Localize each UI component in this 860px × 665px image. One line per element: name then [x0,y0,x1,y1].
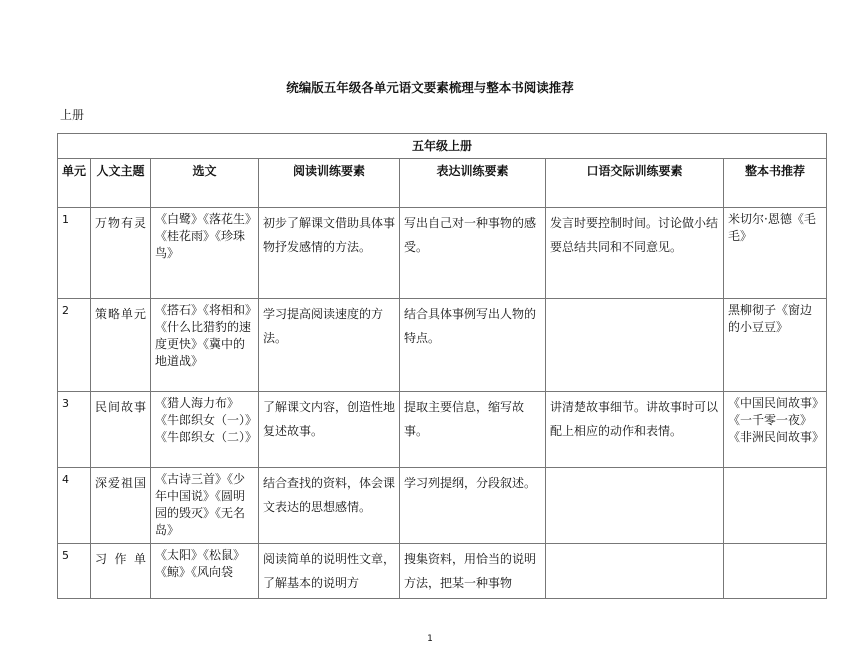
reading-cell: 初步了解课文借助具体事物抒发感情的方法。 [259,208,400,299]
oral-cell: 发言时要控制时间。讨论做小结要总结共同和不同意见。 [546,208,724,299]
texts-cell: 《白鹭》《落花生》《桂花雨》《珍珠鸟》 [151,208,259,299]
texts-cell: 《搭石》《将相和》《什么比猎豹的速度更快》《冀中的地道战》 [151,299,259,392]
expression-cell: 写出自己对一种事物的感受。 [400,208,546,299]
theme-cell: 万物有灵 [91,208,151,299]
texts-cell: 《太阳》《松鼠》《鲸》《风向袋 [151,544,259,599]
reading-cell: 结合查找的资料，体会课文表达的思想感情。 [259,468,400,544]
texts-cell: 《猎人海力布》《牛郎织女（一）》《牛郎织女（二）》 [151,392,259,468]
header-theme: 人文主题 [91,159,151,208]
expression-cell: 结合具体事例写出人物的特点。 [400,299,546,392]
volume-label: 上册 [60,108,85,122]
theme-cell: 策略单元 [91,299,151,392]
expression-cell: 提取主要信息，缩写故事。 [400,392,546,468]
oral-cell [546,468,724,544]
theme-cell: 民间故事 [91,392,151,468]
book-cell: 《中国民间故事》《一千零一夜》《非洲民间故事》 [724,392,827,468]
expression-cell: 搜集资料，用恰当的说明方法，把某一种事物 [400,544,546,599]
table-row [58,208,827,299]
book-cell: 黑柳彻子《窗边的小豆豆》 [724,299,827,392]
header-unit: 单元 [58,159,91,208]
page-number: 1 [427,634,433,644]
reading-cell: 阅读简单的说明性文章，了解基本的说明方 [259,544,400,599]
header-book: 整本书推荐 [724,159,827,208]
header-expression: 表达训练要素 [400,159,546,208]
table-row [58,299,827,392]
reading-cell: 了解课文内容，创造性地复述故事。 [259,392,400,468]
elements-table [57,133,827,599]
reading-cell: 学习提高阅读速度的方法。 [259,299,400,392]
table-caption: 五年级上册 [58,134,827,159]
table-row [58,468,827,544]
header-reading: 阅读训练要素 [259,159,400,208]
oral-cell: 讲清楚故事细节。讲故事时可以配上相应的动作和表情。 [546,392,724,468]
texts-cell: 《古诗三首》《少年中国说》《圆明园的毁灭》《无名岛》 [151,468,259,544]
header-texts: 选文 [151,159,259,208]
expression-cell: 学习列提纲，分段叙述。 [400,468,546,544]
document-title: 统编版五年级各单元语文要素梳理与整本书阅读推荐 [286,80,574,95]
book-cell [724,468,827,544]
theme-cell: 习作单 [91,544,151,599]
table-row [58,392,827,468]
table-row [58,544,827,599]
header-oral: 口语交际训练要素 [546,159,724,208]
table-header-row [58,159,827,208]
unit-number: 3 [58,392,91,468]
theme-cell: 深爱祖国 [91,468,151,544]
unit-number: 1 [58,208,91,299]
book-cell: 米切尔·恩德《毛毛》 [724,208,827,299]
oral-cell [546,299,724,392]
oral-cell [546,544,724,599]
unit-number: 4 [58,468,91,544]
unit-number: 2 [58,299,91,392]
unit-number: 5 [58,544,91,599]
book-cell [724,544,827,599]
